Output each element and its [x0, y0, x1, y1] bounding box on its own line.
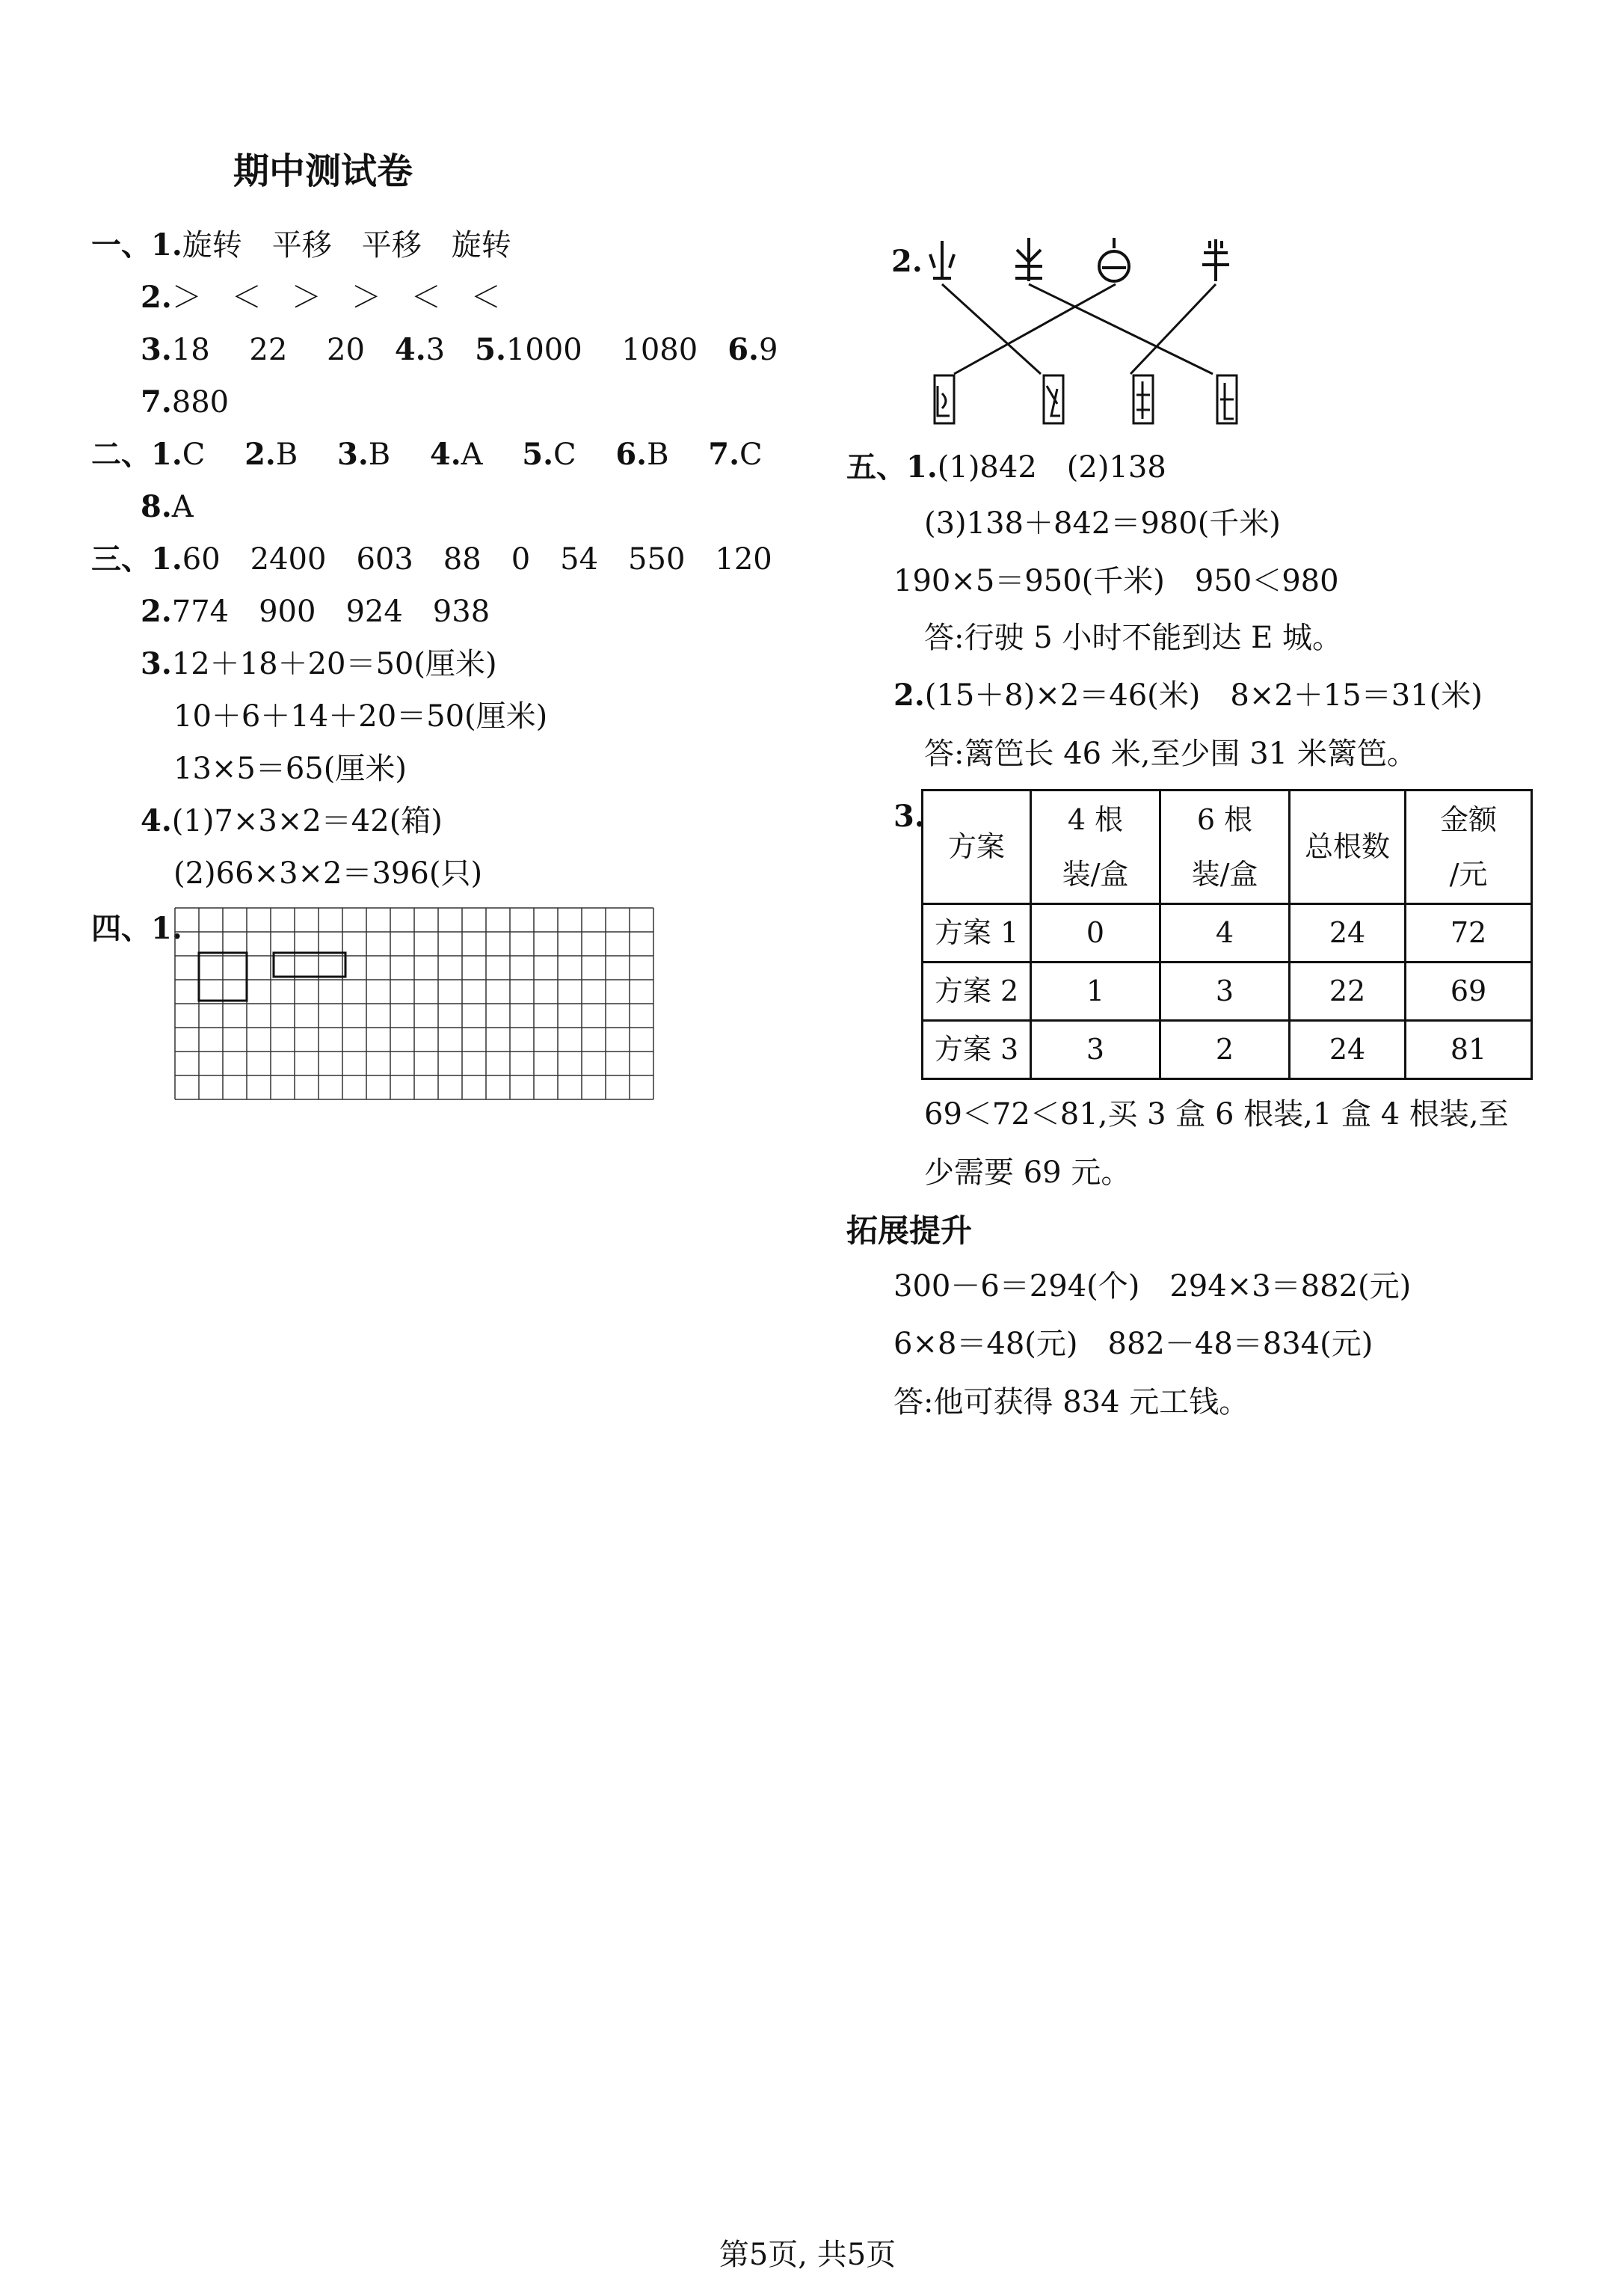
- s2-n5: 5.: [522, 437, 554, 472]
- table-cell: 3: [1031, 1021, 1160, 1079]
- s3-row2: [141, 594, 490, 629]
- table-cell: 0: [1031, 904, 1160, 963]
- s1-row3: [141, 332, 778, 367]
- table-cell: 24: [1290, 1021, 1406, 1079]
- s2-a7: C: [739, 438, 763, 472]
- s3-q2-num: 2.: [141, 594, 172, 629]
- table-cell: 方案 1: [923, 904, 1031, 963]
- table-cell: 22: [1290, 963, 1406, 1021]
- s2-n2: 2.: [244, 437, 276, 472]
- s5-row1: [846, 449, 1166, 485]
- s1-q2: ＞ ＜ ＞ ＞ ＜ ＜: [171, 280, 501, 315]
- s4-q2-label: 2.: [891, 244, 923, 279]
- table-cell: 69: [1406, 963, 1532, 1021]
- match-line-3: [954, 284, 1116, 374]
- s5-q1-line4: 答:行驶 5 小时不能到达 E 城。: [924, 621, 1342, 655]
- s5-q1-line2: (3)138＋842＝980(千米): [924, 506, 1281, 541]
- s2-a3: B: [368, 438, 391, 472]
- glyph-sun-icon: [1099, 238, 1129, 281]
- s5-q2-num: 2.: [893, 678, 925, 713]
- s3-q2: 774 900 924 938: [171, 595, 490, 629]
- table-cell: 1: [1031, 963, 1160, 1021]
- th-4pack: 4 根 装/盒: [1031, 791, 1160, 904]
- s2-a4: A: [461, 438, 483, 472]
- s3-q4-line1: (1)7×3×2＝42(箱): [171, 804, 443, 838]
- s1-row2: [141, 280, 501, 315]
- s3-row1: [91, 541, 772, 577]
- s5-q2-line1: (15＋8)×2＝46(米) 8×2＋15＝31(米): [924, 678, 1483, 713]
- table-row: [923, 963, 1532, 1021]
- s1-label: 一、1.: [91, 227, 182, 263]
- s3-q4-num: 4.: [141, 803, 172, 838]
- s3-q3-line1: 12＋18＋20＝50(厘米): [171, 647, 497, 681]
- s2-n8: 8.: [141, 489, 172, 524]
- ext-heading: 拓展提升: [846, 1212, 973, 1249]
- s1-row4: [141, 384, 230, 420]
- s3-q3-line3: 13×5＝65(厘米): [173, 752, 407, 786]
- table-cell: 方案 2: [923, 963, 1031, 1021]
- s2-a1: C: [182, 438, 206, 472]
- s2-row1: [91, 437, 763, 472]
- ext-line2: 6×8＝48(元) 882－48＝834(元): [893, 1327, 1373, 1361]
- s2-a8: A: [171, 490, 194, 524]
- s1-q6-num: 6.: [727, 332, 759, 367]
- s2-n7: 7.: [708, 437, 739, 472]
- s1-q3: 18 22 20: [171, 333, 365, 367]
- s3-label: 三、1.: [91, 541, 182, 577]
- s5-q1-line1: (1)842 (2)138: [937, 450, 1166, 485]
- s2-row2: [141, 489, 194, 524]
- s2-a6: B: [647, 438, 669, 472]
- plan-table: [921, 789, 1533, 1080]
- matching-figure: [920, 232, 1293, 434]
- s3-q1: 60 2400 603 88 0 54 550 120: [182, 542, 772, 577]
- s1-q4: 3: [425, 333, 446, 367]
- table-row: [923, 1021, 1532, 1079]
- table-cell: 方案 3: [923, 1021, 1031, 1079]
- th-total: 总根数: [1290, 791, 1406, 904]
- table-cell: 72: [1406, 904, 1532, 963]
- s1-q1: 旋转 平移 平移 旋转: [182, 228, 511, 263]
- s5-q3-line2: 少需要 69 元。: [924, 1155, 1131, 1190]
- ext-line1: 300－6＝294(个) 294×3＝882(元): [893, 1269, 1412, 1304]
- s2-label: 二、1.: [91, 437, 182, 472]
- s3-row3: [141, 646, 497, 681]
- page-footer: 第5页, 共5页: [719, 2238, 896, 2272]
- match-line-1: [942, 284, 1041, 374]
- s3-row4: [141, 803, 443, 838]
- s1-q7: 880: [171, 385, 230, 420]
- table-cell: 24: [1290, 904, 1406, 963]
- s3-q4-line2: (2)66×3×2＝396(只): [173, 856, 483, 891]
- grid-figure: [172, 905, 665, 1107]
- s1-q7-num: 7.: [141, 384, 172, 420]
- s5-q3-line1: 69＜72＜81,买 3 盒 6 根装,1 盒 4 根装,至: [924, 1097, 1509, 1132]
- s5-q2-line2: 答:篱笆长 46 米,至少围 31 米篱笆。: [924, 737, 1417, 771]
- table-row: [923, 904, 1532, 963]
- s1-q5-num: 5.: [475, 332, 506, 367]
- match-line-2: [1029, 284, 1213, 374]
- s5-q1-line3: 190×5＝950(千米) 950＜980: [893, 564, 1339, 598]
- page-title: 期中测试卷: [233, 150, 413, 192]
- s3-q3-line2: 10＋6＋14＋20＝50(厘米): [173, 699, 548, 734]
- s3-q3-num: 3.: [141, 646, 172, 681]
- s1-q4-num: 4.: [394, 332, 426, 367]
- s2-a5: C: [553, 438, 576, 472]
- s2-a2: B: [275, 438, 298, 472]
- s4-label: 四、1.: [91, 911, 182, 946]
- s1-row1: [91, 227, 511, 263]
- glyph-fire-icon: [930, 241, 954, 278]
- table-header-row: [923, 791, 1532, 904]
- s5-label: 五、1.: [846, 449, 938, 485]
- table-cell: 3: [1160, 963, 1290, 1021]
- s5-q3-num: 3.: [893, 799, 925, 834]
- th-amount: 金额 /元: [1406, 791, 1532, 904]
- ext-line3: 答:他可获得 834 元工钱。: [893, 1385, 1249, 1419]
- s1-q5: 1000 1080: [505, 333, 698, 367]
- s2-n6: 6.: [615, 437, 647, 472]
- s1-q6: 9: [758, 333, 778, 367]
- glyph-grass-icon: [1202, 239, 1229, 281]
- th-plan: 方案: [923, 791, 1031, 904]
- rectangle-shape: [274, 953, 345, 977]
- match-line-4: [1130, 284, 1216, 374]
- table-cell: 2: [1160, 1021, 1290, 1079]
- th-6pack: 6 根 装/盒: [1160, 791, 1290, 904]
- table-cell: 81: [1406, 1021, 1532, 1079]
- s2-n4: 4.: [429, 437, 461, 472]
- s5-row2: [893, 678, 1483, 713]
- s1-q3-num: 3.: [141, 332, 172, 367]
- table-cell: 4: [1160, 904, 1290, 963]
- glyph-tree-icon: [1015, 238, 1042, 281]
- s2-n3: 3.: [336, 437, 369, 472]
- s1-q2-num: 2.: [141, 280, 172, 315]
